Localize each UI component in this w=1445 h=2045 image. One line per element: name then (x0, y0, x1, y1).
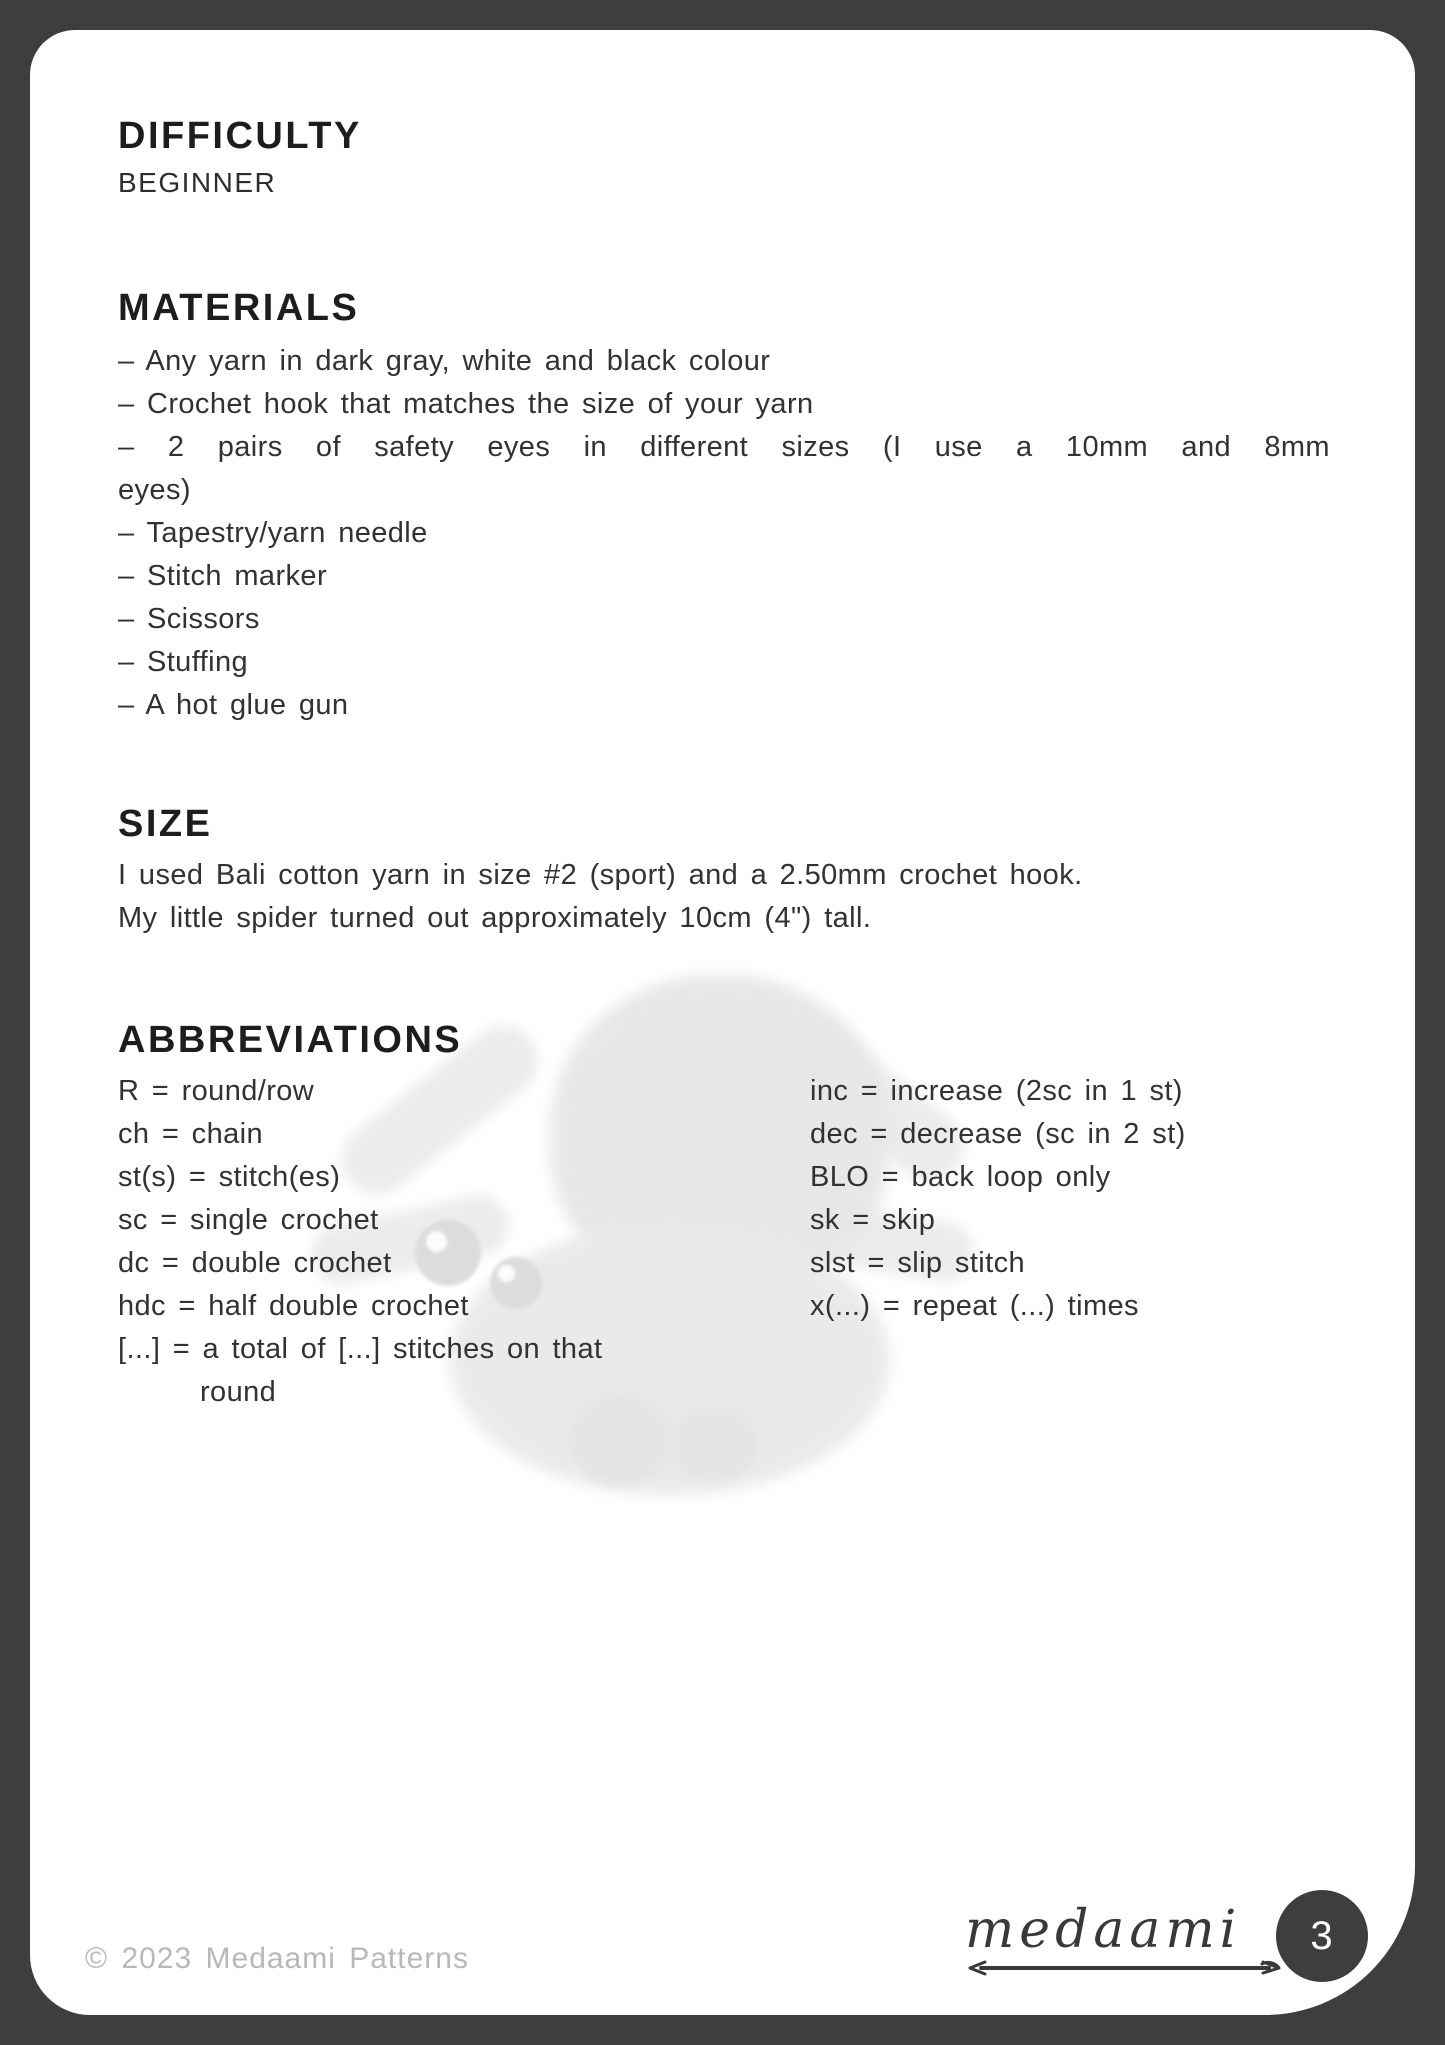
materials-item: – 2 pairs of safety eyes in different sizes (I use a 10mm and 8mm (118, 431, 1330, 463)
size-line: I used Bali cotton yarn in size #2 (sport) and a 2.50mm crochet hook. (118, 859, 1083, 891)
brand-name: medaami (965, 1900, 1242, 1960)
materials-item: – Stuffing (118, 646, 249, 678)
materials-item: – Crochet hook that matches the size of your yarn (118, 388, 814, 420)
size-line: My little spider turned out approximately 10cm (4") tall. (118, 902, 872, 934)
brand-logo (965, 1902, 1295, 1978)
materials-list (118, 340, 1330, 727)
abbreviation-item: dec = decrease (sc in 2 st) (810, 1118, 1186, 1150)
abbreviation-item-wrap: round (200, 1376, 277, 1408)
page-card (30, 30, 1415, 2015)
section-materials (118, 286, 1330, 727)
size-paragraph (118, 854, 1330, 940)
abbreviation-item: sk = skip (810, 1204, 936, 1236)
materials-item-wrap: eyes) (118, 474, 191, 506)
abbreviation-item: dc = double crochet (118, 1247, 392, 1279)
materials-heading: MATERIALS (118, 287, 360, 329)
abbreviations-right-column (810, 1070, 1186, 1328)
abbreviation-item: inc = increase (2sc in 1 st) (810, 1075, 1183, 1107)
materials-item: – Tapestry/yarn needle (118, 517, 428, 549)
difficulty-heading: DIFFICULTY (118, 115, 362, 157)
page-number-badge (1276, 1890, 1368, 1982)
section-size (118, 802, 1330, 940)
size-heading: SIZE (118, 803, 213, 845)
spider-foot (672, 1407, 757, 1482)
page-number: 3 (1310, 1913, 1334, 1958)
abbreviation-item: R = round/row (118, 1075, 315, 1107)
materials-item: – A hot glue gun (118, 689, 349, 721)
section-abbreviations (118, 1018, 1330, 1414)
abbreviations-heading: ABBREVIATIONS (118, 1019, 463, 1061)
abbreviations-columns (118, 1070, 1330, 1414)
materials-item: – Any yarn in dark gray, white and black colour (118, 345, 771, 377)
difficulty-level: BEGINNER (118, 167, 277, 198)
abbreviation-item: BLO = back loop only (810, 1161, 1111, 1193)
abbreviation-item: x(...) = repeat (...) times (810, 1290, 1139, 1322)
abbreviation-item: [...] = a total of [...] stitches on that (118, 1333, 603, 1365)
abbreviation-item: slst = slip stitch (810, 1247, 1026, 1279)
section-difficulty (118, 114, 362, 200)
abbreviation-item: hdc = half double crochet (118, 1290, 469, 1322)
abbreviation-item: ch = chain (118, 1118, 264, 1150)
abbreviation-item: st(s) = stitch(es) (118, 1161, 341, 1193)
crochet-hook-arrow-icon (965, 1958, 1285, 1978)
copyright-text: © 2023 Medaami Patterns (85, 1942, 469, 1975)
abbreviation-item: sc = single crochet (118, 1204, 379, 1236)
materials-item: – Scissors (118, 603, 260, 635)
materials-item: – Stitch marker (118, 560, 327, 592)
